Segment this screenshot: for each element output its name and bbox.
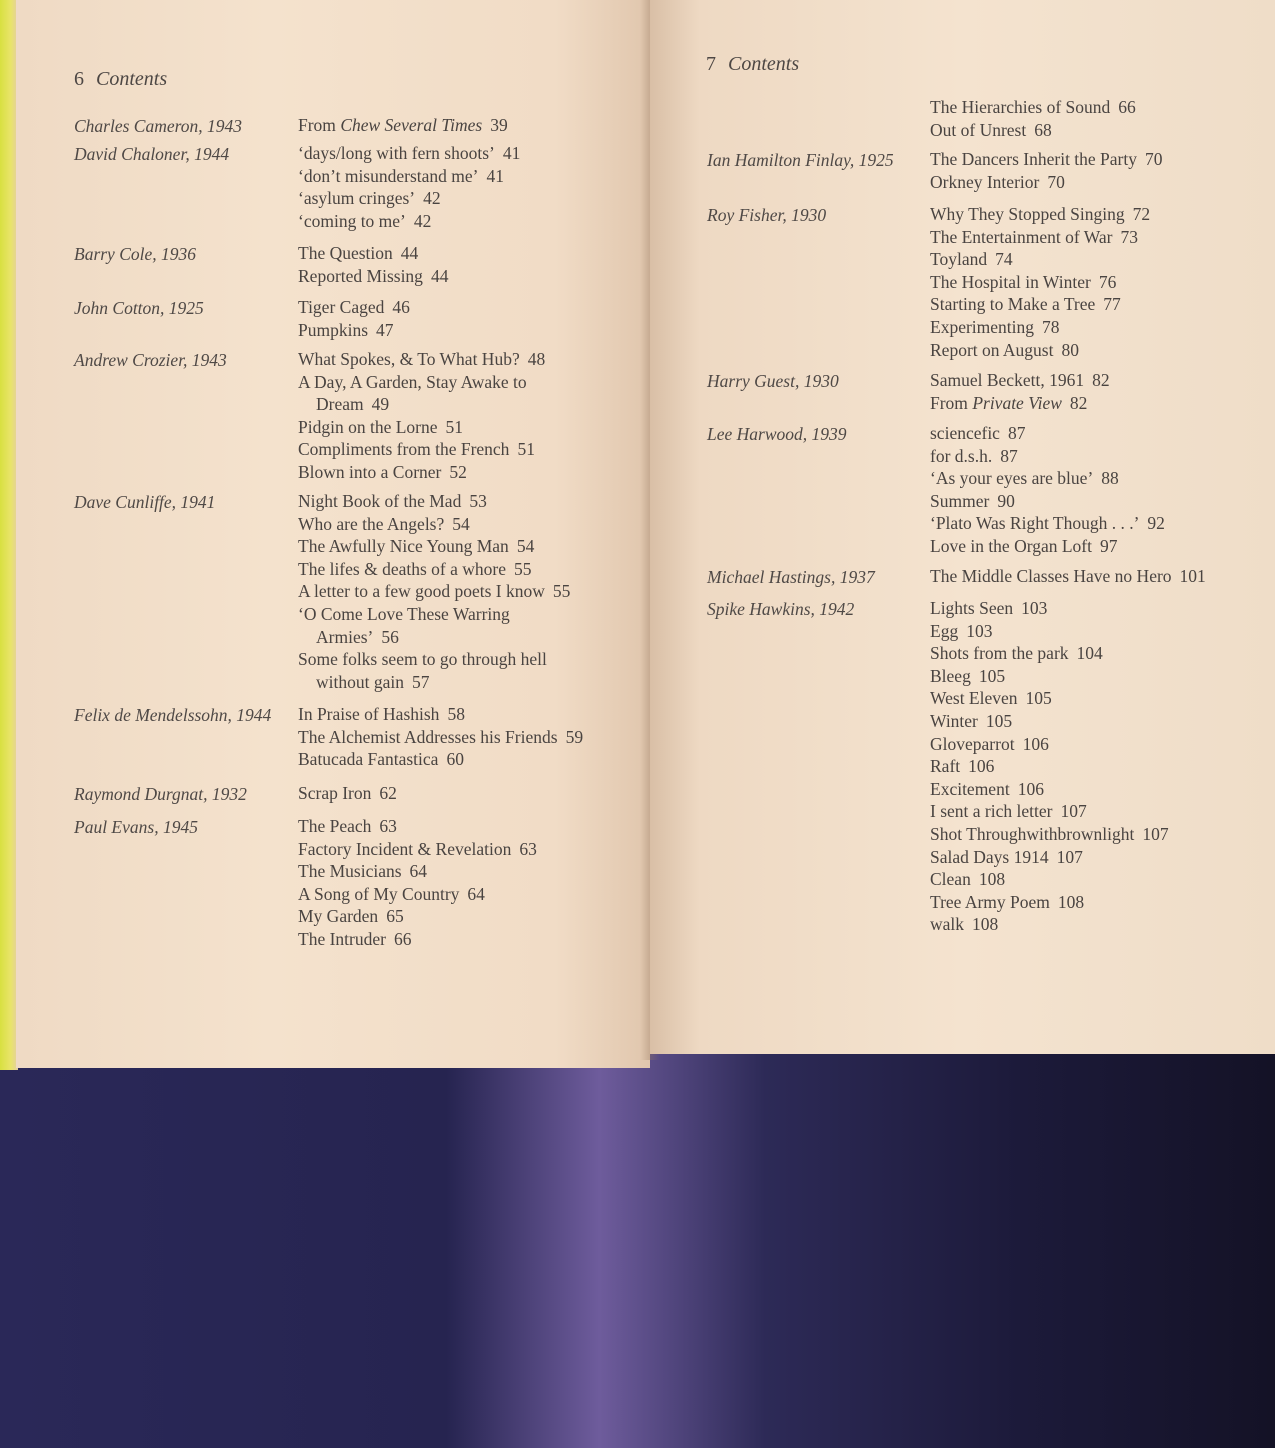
page-number: 106 (1017, 778, 1044, 799)
page-number: 90 (997, 490, 1015, 511)
author-name: Ian Hamilton Finlay, 1925 (707, 150, 894, 170)
page-number: 55 (513, 558, 532, 579)
contents-entry (930, 733, 1169, 756)
contents-entry (298, 648, 570, 671)
page-number: 105 (1025, 688, 1052, 709)
contents-entry (930, 597, 1169, 620)
page-number: 78 (1042, 316, 1060, 337)
running-head-title: Contents (728, 53, 800, 75)
poem-title: Summer (930, 490, 990, 511)
running-head-title: Contents (96, 68, 168, 90)
poem-title: Egg (930, 620, 959, 641)
poem-title: The Question (298, 243, 393, 263)
poem-title: Tiger Caged (298, 297, 385, 317)
page-number: 48 (527, 349, 546, 369)
poem-title: Report on August (930, 339, 1054, 360)
contents-entry (298, 296, 410, 319)
poem-title: The Peach (298, 816, 372, 836)
poem-title: The Intruder (298, 928, 386, 949)
poem-title: Blown into a Corner (298, 461, 442, 482)
poem-title: Scrap Iron (298, 783, 372, 803)
poem-title: Salad Days 1914 (930, 846, 1049, 867)
poem-title: From (298, 115, 341, 135)
poem-title: Starting to Make a Tree (930, 294, 1096, 315)
author-name: Lee Harwood, 1939 (707, 424, 847, 444)
poem-title: without gain (316, 671, 404, 692)
poem-title: walk (930, 914, 965, 935)
page-number: 60 (446, 749, 464, 770)
poem-title: Factory Incident & Revelation (298, 838, 512, 859)
contents-entry (298, 165, 520, 188)
page-number: 101 (1179, 566, 1206, 586)
poem-title: What Spokes, & To What Hub? (298, 349, 520, 369)
contents-entry (298, 461, 545, 484)
poem-title: I sent a rich letter (930, 801, 1053, 822)
contents-entry (930, 248, 1150, 271)
poem-title: A Song of My Country (298, 883, 460, 904)
author-name: Michael Hastings, 1937 (707, 567, 875, 587)
poem-title: ‘days/long with fern shoots’ (298, 143, 495, 163)
page-number: 103 (1021, 598, 1048, 618)
page-number: 73 (1120, 226, 1138, 247)
contents-entry (930, 203, 1150, 226)
contents-entry (930, 913, 1169, 936)
page-number: 55 (552, 581, 571, 602)
contents-entry (930, 846, 1169, 869)
page-number: 82 (1069, 392, 1088, 413)
title-group (930, 422, 1165, 558)
title-group (930, 565, 1206, 588)
contents-entry (298, 513, 570, 536)
contents-entry (298, 671, 570, 694)
author-name: Spike Hawkins, 1942 (707, 599, 855, 619)
contents-entry (298, 883, 537, 906)
contents-entry (930, 445, 1165, 468)
page-number: 66 (393, 928, 412, 949)
contents-entry (298, 782, 397, 805)
page-number: 57 (411, 671, 430, 692)
page-number: 88 (1101, 468, 1119, 489)
page-number: 107 (1060, 801, 1087, 822)
contents-entry (298, 815, 537, 838)
page-number: 42 (423, 188, 441, 209)
contents-entry (298, 187, 520, 210)
poem-title: Pidgin on the Lorne (298, 416, 438, 437)
contents-entry (298, 726, 583, 749)
title-group (298, 296, 410, 341)
poem-title-italic: Private View (972, 392, 1062, 413)
contents-entry (930, 565, 1206, 588)
contents-entry (298, 319, 410, 342)
poem-title: The Awfully Nice Young Man (298, 536, 509, 557)
poem-title: Bleeg (930, 665, 971, 686)
page-number: 104 (1076, 643, 1103, 664)
poem-title: ‘Plato Was Right Though . . .’ (930, 513, 1140, 534)
poem-title: ‘As your eyes are blue’ (930, 468, 1094, 489)
contents-entry (930, 823, 1169, 846)
poem-title: for d.s.h. (930, 445, 993, 466)
page-number: 65 (386, 906, 404, 927)
poem-title: The Entertainment of War (930, 226, 1113, 247)
contents-entry (930, 226, 1150, 249)
title-group (298, 782, 397, 805)
poem-title: Night Book of the Mad (298, 491, 462, 511)
page-number: 97 (1100, 535, 1118, 556)
contents-entry (298, 535, 570, 558)
poem-title: The lifes & deaths of a whore (298, 558, 506, 579)
poem-title: Pumpkins (298, 319, 369, 340)
poem-title: The Hospital in Winter (930, 271, 1091, 292)
poem-title: Clean (930, 869, 971, 890)
poem-title: Gloveparrot (930, 733, 1015, 754)
contents-entry (930, 467, 1165, 490)
author-name: Charles Cameron, 1943 (74, 116, 243, 136)
page-number: 63 (519, 838, 537, 859)
poem-title: Compliments from the French (298, 439, 510, 460)
page-number: 87 (1000, 445, 1018, 466)
page-number: 44 (430, 265, 449, 286)
title-group (298, 703, 583, 771)
poem-title: ‘asylum cringes’ (298, 188, 416, 209)
poem-title: sciencefic (930, 423, 1000, 443)
contents-entry (930, 642, 1169, 665)
page-number: 62 (379, 783, 397, 803)
contents-entry (298, 703, 583, 726)
poem-title: Reported Missing (298, 265, 423, 286)
poem-title: Who are the Angels? (298, 513, 445, 534)
page-number: 54 (452, 513, 470, 534)
contents-entry (298, 265, 448, 288)
running-head-left (74, 68, 167, 91)
title-group (298, 815, 537, 951)
title-group (298, 490, 570, 693)
contents-entry (298, 416, 545, 439)
poem-title: A Day, A Garden, Stay Awake to (298, 371, 527, 392)
page-number: 58 (447, 704, 465, 724)
page-number: 44 (400, 243, 419, 263)
contents-entry (298, 393, 545, 416)
page-number: 108 (1057, 891, 1085, 912)
contents-entry (298, 210, 520, 233)
contents-entry (298, 242, 448, 265)
page-number: 68 (1034, 119, 1052, 140)
author-name: Harry Guest, 1930 (707, 371, 839, 391)
contents-entry (930, 891, 1169, 914)
page-number: 105 (978, 665, 1006, 686)
page-number: 56 (381, 626, 399, 647)
title-group (930, 369, 1110, 414)
author-name: Roy Fisher, 1930 (707, 205, 827, 225)
contents-entry (930, 868, 1169, 891)
contents-entry (930, 800, 1169, 823)
author-name: Raymond Durgnat, 1932 (74, 784, 247, 804)
poem-title: Shot Throughwithbrownlight (930, 823, 1135, 844)
poem-title: Some folks seem to go through hell (298, 649, 547, 670)
contents-entry (930, 316, 1150, 339)
page-number: 107 (1056, 846, 1083, 867)
page-number: 64 (467, 883, 485, 904)
author-name: Paul Evans, 1945 (74, 817, 198, 837)
poem-title: Orkney Interior (930, 171, 1040, 192)
right-page (650, 0, 1275, 1054)
poem-title: Raft (930, 756, 961, 777)
contents-entry (298, 603, 570, 626)
contents-entry (930, 171, 1163, 194)
poem-title: Samuel Beckett, 1961 (930, 370, 1085, 390)
contents-entry (930, 369, 1110, 392)
title-group (298, 142, 520, 232)
contents-entry (930, 490, 1165, 513)
contents-entry (298, 490, 570, 513)
contents-entry (298, 438, 545, 461)
title-group (930, 203, 1150, 361)
page-number: 42 (413, 210, 432, 231)
page-number: 92 (1147, 513, 1165, 534)
poem-title: The Dancers Inherit the Party (930, 149, 1138, 169)
poem-title: Armies’ (316, 626, 374, 647)
poem-title: Dream (316, 394, 364, 415)
contents-entry (298, 905, 537, 928)
poem-title: West Eleven (930, 688, 1018, 709)
title-group (930, 597, 1169, 936)
page-number: 103 (966, 620, 993, 641)
page-number: 63 (379, 816, 397, 836)
author-name: Andrew Crozier, 1943 (74, 350, 227, 370)
left-page (16, 0, 650, 1068)
page-number: 74 (995, 249, 1013, 270)
contents-entry (930, 422, 1165, 445)
poem-title: Tree Army Poem (930, 891, 1050, 912)
contents-entry (930, 271, 1150, 294)
poem-title: Shots from the park (930, 643, 1069, 664)
page-number: 107 (1142, 823, 1169, 844)
contents-entry (930, 755, 1169, 778)
contents-entry (298, 928, 537, 951)
contents-entry (298, 748, 583, 771)
page-number: 70 (1145, 149, 1163, 169)
page-number: 70 (1047, 171, 1065, 192)
title-group (298, 348, 545, 484)
page-number: 82 (1092, 370, 1110, 390)
page-number: 64 (409, 861, 428, 882)
page-number: 59 (565, 726, 584, 747)
poem-title: ‘don’t misunderstand me’ (298, 165, 479, 186)
page-number: 51 (517, 439, 535, 460)
poem-title: Lights Seen (930, 598, 1014, 618)
page-number: 53 (469, 491, 487, 511)
title-group (930, 96, 1136, 141)
contents-entry (298, 626, 570, 649)
page-number: 87 (1007, 423, 1026, 443)
page-number: 7 (706, 53, 716, 75)
page-number: 54 (516, 536, 535, 557)
poem-title: Toyland (930, 249, 988, 270)
page-number: 41 (502, 143, 521, 163)
poem-title-italic: Chew Several Times (340, 115, 483, 135)
page-number: 46 (392, 297, 410, 317)
page-number: 105 (985, 710, 1013, 731)
dark-background (0, 1040, 1275, 1448)
page-number: 52 (449, 461, 467, 482)
author-name: Barry Cole, 1936 (74, 244, 197, 264)
contents-entry (930, 687, 1169, 710)
contents-entry (930, 96, 1136, 119)
contents-entry (930, 710, 1169, 733)
page-number: 41 (486, 165, 504, 186)
author-name: David Chaloner, 1944 (74, 144, 230, 164)
contents-entry (298, 348, 545, 371)
poem-title: Winter (930, 710, 978, 731)
contents-entry (930, 535, 1165, 558)
contents-entry (930, 778, 1169, 801)
contents-entry (930, 293, 1150, 316)
page-number: 76 (1098, 271, 1117, 292)
contents-entry (298, 860, 537, 883)
page-number: 39 (490, 115, 508, 135)
page-number: 66 (1118, 97, 1136, 117)
poem-title: The Alchemist Addresses his Friends (298, 726, 558, 747)
poem-title: ‘coming to me’ (298, 210, 406, 231)
author-name: John Cotton, 1925 (74, 298, 204, 318)
poem-title: In Praise of Hashish (298, 704, 440, 724)
poem-title: Out of Unrest (930, 119, 1027, 140)
contents-entry (930, 339, 1150, 362)
author-name: Dave Cunliffe, 1941 (74, 492, 216, 512)
contents-entry (930, 620, 1169, 643)
contents-entry (930, 665, 1169, 688)
contents-entry (930, 148, 1163, 171)
contents-entry (930, 512, 1165, 535)
poem-title: Experimenting (930, 316, 1035, 337)
page-number: 80 (1061, 339, 1079, 360)
poem-title: From (930, 392, 973, 413)
poem-title: Why They Stopped Singing (930, 204, 1125, 224)
title-group (298, 242, 448, 287)
poem-title: The Musicians (298, 861, 402, 882)
contents-entry (930, 119, 1136, 142)
author-name: Felix de Mendelssohn, 1944 (74, 705, 272, 725)
title-group (298, 114, 508, 137)
page-number: 77 (1103, 294, 1121, 315)
poem-title: My Garden (298, 906, 379, 927)
poem-title: Batucada Fantastica (298, 749, 439, 770)
contents-entry (298, 558, 570, 581)
contents-entry (298, 142, 520, 165)
page-number: 106 (968, 756, 995, 777)
page-number: 6 (74, 68, 84, 90)
running-head-right (706, 53, 799, 76)
title-group (930, 148, 1163, 193)
contents-entry (298, 838, 537, 861)
page-number: 47 (376, 319, 394, 340)
contents-entry (298, 114, 508, 137)
contents-entry (298, 371, 545, 394)
page-number: 108 (978, 869, 1006, 890)
poem-title: The Hierarchies of Sound (930, 97, 1111, 117)
page-number: 49 (371, 394, 390, 415)
page-number: 108 (972, 914, 999, 935)
poem-title: ‘O Come Love These Warring (298, 603, 510, 624)
poem-title: A letter to a few good poets I know (298, 581, 545, 602)
poem-title: Excitement (930, 778, 1010, 799)
page-number: 72 (1132, 204, 1151, 224)
page-number: 51 (445, 416, 463, 437)
contents-entry (298, 580, 570, 603)
contents-entry (930, 392, 1110, 415)
poem-title: The Middle Classes Have no Hero (930, 566, 1172, 586)
poem-title: Love in the Organ Loft (930, 535, 1092, 556)
page-number: 106 (1022, 733, 1049, 754)
